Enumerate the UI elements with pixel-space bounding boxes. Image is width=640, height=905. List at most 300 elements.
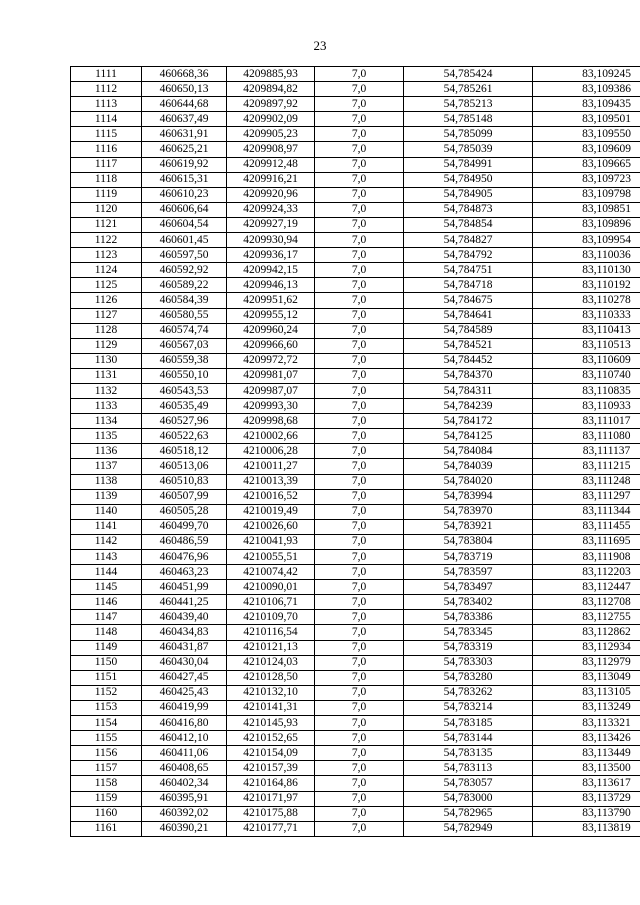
y-coordinate-cell: 4210016,52	[227, 489, 315, 504]
latitude-cell: 54,784827	[404, 233, 533, 248]
longitude-cell: 83,110933	[533, 399, 640, 414]
accuracy-cell: 7,0	[315, 323, 404, 338]
latitude-cell: 54,784239	[404, 399, 533, 414]
point-number-cell: 1124	[71, 263, 142, 278]
table-row	[71, 791, 640, 806]
y-coordinate-cell: 4209936,17	[227, 248, 315, 263]
x-coordinate-cell: 460431,87	[142, 640, 227, 655]
longitude-cell: 83,110740	[533, 368, 640, 383]
latitude-cell: 54,785099	[404, 127, 533, 142]
x-coordinate-cell: 460625,21	[142, 142, 227, 157]
longitude-cell: 83,110130	[533, 263, 640, 278]
longitude-cell: 83,112934	[533, 640, 640, 655]
longitude-cell: 83,109386	[533, 82, 640, 97]
table-row	[71, 716, 640, 731]
table-row	[71, 97, 640, 112]
accuracy-cell: 7,0	[315, 489, 404, 504]
point-number-cell: 1141	[71, 519, 142, 534]
x-coordinate-cell: 460416,80	[142, 716, 227, 731]
x-coordinate-cell: 460411,06	[142, 746, 227, 761]
longitude-cell: 83,112755	[533, 610, 640, 625]
accuracy-cell: 7,0	[315, 595, 404, 610]
point-number-cell: 1154	[71, 716, 142, 731]
x-coordinate-cell: 460592,92	[142, 263, 227, 278]
y-coordinate-cell: 4209993,30	[227, 399, 315, 414]
point-number-cell: 1136	[71, 444, 142, 459]
y-coordinate-cell: 4210164,86	[227, 776, 315, 791]
y-coordinate-cell: 4209894,82	[227, 82, 315, 97]
latitude-cell: 54,784873	[404, 202, 533, 217]
table-row	[71, 685, 640, 700]
x-coordinate-cell: 460644,68	[142, 97, 227, 112]
y-coordinate-cell: 4209924,33	[227, 202, 315, 217]
accuracy-cell: 7,0	[315, 82, 404, 97]
longitude-cell: 83,109435	[533, 97, 640, 112]
table-row	[71, 504, 640, 519]
point-number-cell: 1133	[71, 399, 142, 414]
point-number-cell: 1149	[71, 640, 142, 655]
accuracy-cell: 7,0	[315, 399, 404, 414]
longitude-cell: 83,113500	[533, 761, 640, 776]
y-coordinate-cell: 4209987,07	[227, 383, 315, 398]
table-row	[71, 746, 640, 761]
latitude-cell: 54,784039	[404, 459, 533, 474]
point-number-cell: 1139	[71, 489, 142, 504]
longitude-cell: 83,109896	[533, 217, 640, 232]
latitude-cell: 54,785261	[404, 82, 533, 97]
accuracy-cell: 7,0	[315, 821, 404, 836]
longitude-cell: 83,110333	[533, 308, 640, 323]
latitude-cell: 54,784020	[404, 474, 533, 489]
x-coordinate-cell: 460486,59	[142, 534, 227, 549]
point-number-cell: 1123	[71, 248, 142, 263]
y-coordinate-cell: 4210132,10	[227, 685, 315, 700]
y-coordinate-cell: 4209966,60	[227, 338, 315, 353]
accuracy-cell: 7,0	[315, 67, 404, 82]
y-coordinate-cell: 4210124,03	[227, 655, 315, 670]
accuracy-cell: 7,0	[315, 157, 404, 172]
longitude-cell: 83,111215	[533, 459, 640, 474]
y-coordinate-cell: 4210145,93	[227, 716, 315, 731]
table-row	[71, 806, 640, 821]
y-coordinate-cell: 4210074,42	[227, 565, 315, 580]
table-row	[71, 368, 640, 383]
longitude-cell: 83,113249	[533, 700, 640, 715]
latitude-cell: 54,783144	[404, 731, 533, 746]
table-row	[71, 217, 640, 232]
latitude-cell: 54,783214	[404, 700, 533, 715]
longitude-cell: 83,111455	[533, 519, 640, 534]
point-number-cell: 1118	[71, 172, 142, 187]
y-coordinate-cell: 4210141,31	[227, 700, 315, 715]
latitude-cell: 54,783280	[404, 670, 533, 685]
latitude-cell: 54,783597	[404, 565, 533, 580]
accuracy-cell: 7,0	[315, 217, 404, 232]
x-coordinate-cell: 460606,64	[142, 202, 227, 217]
x-coordinate-cell: 460535,49	[142, 399, 227, 414]
table-row	[71, 67, 640, 82]
longitude-cell: 83,109501	[533, 112, 640, 127]
table-row	[71, 580, 640, 595]
table-row	[71, 414, 640, 429]
table-row	[71, 550, 640, 565]
table-row	[71, 157, 640, 172]
point-number-cell: 1159	[71, 791, 142, 806]
x-coordinate-cell: 460580,55	[142, 308, 227, 323]
longitude-cell: 83,113790	[533, 806, 640, 821]
point-number-cell: 1151	[71, 670, 142, 685]
accuracy-cell: 7,0	[315, 791, 404, 806]
latitude-cell: 54,783402	[404, 595, 533, 610]
latitude-cell: 54,783113	[404, 761, 533, 776]
longitude-cell: 83,110036	[533, 248, 640, 263]
latitude-cell: 54,783345	[404, 625, 533, 640]
latitude-cell: 54,784311	[404, 383, 533, 398]
latitude-cell: 54,784675	[404, 293, 533, 308]
y-coordinate-cell: 4210006,28	[227, 444, 315, 459]
accuracy-cell: 7,0	[315, 368, 404, 383]
table-row	[71, 595, 640, 610]
point-number-cell: 1155	[71, 731, 142, 746]
point-number-cell: 1125	[71, 278, 142, 293]
table-row	[71, 474, 640, 489]
x-coordinate-cell: 460425,43	[142, 685, 227, 700]
longitude-cell: 83,112203	[533, 565, 640, 580]
accuracy-cell: 7,0	[315, 97, 404, 112]
point-number-cell: 1122	[71, 233, 142, 248]
latitude-cell: 54,783000	[404, 791, 533, 806]
point-number-cell: 1127	[71, 308, 142, 323]
x-coordinate-cell: 460543,53	[142, 383, 227, 398]
table-row	[71, 429, 640, 444]
longitude-cell: 83,109723	[533, 172, 640, 187]
latitude-cell: 54,784172	[404, 414, 533, 429]
latitude-cell: 54,784950	[404, 172, 533, 187]
table-row	[71, 640, 640, 655]
latitude-cell: 54,784792	[404, 248, 533, 263]
latitude-cell: 54,783497	[404, 580, 533, 595]
latitude-cell: 54,784370	[404, 368, 533, 383]
longitude-cell: 83,109798	[533, 187, 640, 202]
longitude-cell: 83,109954	[533, 233, 640, 248]
latitude-cell: 54,783303	[404, 655, 533, 670]
accuracy-cell: 7,0	[315, 716, 404, 731]
point-number-cell: 1153	[71, 700, 142, 715]
x-coordinate-cell: 460451,99	[142, 580, 227, 595]
table-row	[71, 293, 640, 308]
y-coordinate-cell: 4209885,93	[227, 67, 315, 82]
longitude-cell: 83,111908	[533, 550, 640, 565]
x-coordinate-cell: 460610,23	[142, 187, 227, 202]
accuracy-cell: 7,0	[315, 293, 404, 308]
latitude-cell: 54,785148	[404, 112, 533, 127]
accuracy-cell: 7,0	[315, 746, 404, 761]
point-number-cell: 1120	[71, 202, 142, 217]
longitude-cell: 83,111297	[533, 489, 640, 504]
longitude-cell: 83,110192	[533, 278, 640, 293]
point-number-cell: 1114	[71, 112, 142, 127]
point-number-cell: 1147	[71, 610, 142, 625]
longitude-cell: 83,111695	[533, 534, 640, 549]
point-number-cell: 1156	[71, 746, 142, 761]
point-number-cell: 1116	[71, 142, 142, 157]
point-number-cell: 1111	[71, 67, 142, 82]
latitude-cell: 54,783719	[404, 550, 533, 565]
table-row	[71, 338, 640, 353]
table-row	[71, 383, 640, 398]
accuracy-cell: 7,0	[315, 459, 404, 474]
table-row	[71, 127, 640, 142]
latitude-cell: 54,782949	[404, 821, 533, 836]
x-coordinate-cell: 460505,28	[142, 504, 227, 519]
longitude-cell: 83,111137	[533, 444, 640, 459]
y-coordinate-cell: 4210055,51	[227, 550, 315, 565]
latitude-cell: 54,783970	[404, 504, 533, 519]
accuracy-cell: 7,0	[315, 625, 404, 640]
table-row	[71, 534, 640, 549]
x-coordinate-cell: 460408,65	[142, 761, 227, 776]
point-number-cell: 1152	[71, 685, 142, 700]
y-coordinate-cell: 4209942,15	[227, 263, 315, 278]
y-coordinate-cell: 4210121,13	[227, 640, 315, 655]
table-row	[71, 670, 640, 685]
x-coordinate-cell: 460668,36	[142, 67, 227, 82]
x-coordinate-cell: 460476,96	[142, 550, 227, 565]
accuracy-cell: 7,0	[315, 172, 404, 187]
point-number-cell: 1157	[71, 761, 142, 776]
table-row	[71, 308, 640, 323]
x-coordinate-cell: 460637,49	[142, 112, 227, 127]
latitude-cell: 54,783804	[404, 534, 533, 549]
point-number-cell: 1138	[71, 474, 142, 489]
latitude-cell: 54,783386	[404, 610, 533, 625]
point-number-cell: 1112	[71, 82, 142, 97]
x-coordinate-cell: 460441,25	[142, 595, 227, 610]
latitude-cell: 54,784084	[404, 444, 533, 459]
table-row	[71, 459, 640, 474]
accuracy-cell: 7,0	[315, 504, 404, 519]
accuracy-cell: 7,0	[315, 127, 404, 142]
longitude-cell: 83,113105	[533, 685, 640, 700]
accuracy-cell: 7,0	[315, 112, 404, 127]
x-coordinate-cell: 460522,63	[142, 429, 227, 444]
accuracy-cell: 7,0	[315, 444, 404, 459]
accuracy-cell: 7,0	[315, 685, 404, 700]
latitude-cell: 54,784125	[404, 429, 533, 444]
accuracy-cell: 7,0	[315, 565, 404, 580]
y-coordinate-cell: 4209902,09	[227, 112, 315, 127]
longitude-cell: 83,111080	[533, 429, 640, 444]
accuracy-cell: 7,0	[315, 640, 404, 655]
accuracy-cell: 7,0	[315, 248, 404, 263]
latitude-cell: 54,783057	[404, 776, 533, 791]
point-number-cell: 1144	[71, 565, 142, 580]
y-coordinate-cell: 4209912,48	[227, 157, 315, 172]
point-number-cell: 1150	[71, 655, 142, 670]
y-coordinate-cell: 4209897,92	[227, 97, 315, 112]
x-coordinate-cell: 460427,45	[142, 670, 227, 685]
table-row	[71, 142, 640, 157]
x-coordinate-cell: 460584,39	[142, 293, 227, 308]
x-coordinate-cell: 460550,10	[142, 368, 227, 383]
y-coordinate-cell: 4210171,97	[227, 791, 315, 806]
accuracy-cell: 7,0	[315, 308, 404, 323]
y-coordinate-cell: 4209981,07	[227, 368, 315, 383]
longitude-cell: 83,109851	[533, 202, 640, 217]
latitude-cell: 54,785039	[404, 142, 533, 157]
x-coordinate-cell: 460559,38	[142, 353, 227, 368]
coordinates-table-body	[71, 67, 640, 837]
point-number-cell: 1131	[71, 368, 142, 383]
y-coordinate-cell: 4210106,71	[227, 595, 315, 610]
latitude-cell: 54,783921	[404, 519, 533, 534]
accuracy-cell: 7,0	[315, 263, 404, 278]
y-coordinate-cell: 4209927,19	[227, 217, 315, 232]
accuracy-cell: 7,0	[315, 806, 404, 821]
x-coordinate-cell: 460527,96	[142, 414, 227, 429]
table-row	[71, 263, 640, 278]
table-row	[71, 112, 640, 127]
table-row	[71, 610, 640, 625]
point-number-cell: 1161	[71, 821, 142, 836]
latitude-cell: 54,783262	[404, 685, 533, 700]
accuracy-cell: 7,0	[315, 202, 404, 217]
point-number-cell: 1119	[71, 187, 142, 202]
table-row	[71, 202, 640, 217]
longitude-cell: 83,110278	[533, 293, 640, 308]
latitude-cell: 54,784452	[404, 353, 533, 368]
accuracy-cell: 7,0	[315, 776, 404, 791]
longitude-cell: 83,113426	[533, 731, 640, 746]
y-coordinate-cell: 4209905,23	[227, 127, 315, 142]
page-number: 23	[313, 38, 327, 53]
accuracy-cell: 7,0	[315, 550, 404, 565]
table-row	[71, 323, 640, 338]
point-number-cell: 1158	[71, 776, 142, 791]
point-number-cell: 1126	[71, 293, 142, 308]
point-number-cell: 1148	[71, 625, 142, 640]
x-coordinate-cell: 460392,02	[142, 806, 227, 821]
x-coordinate-cell: 460510,83	[142, 474, 227, 489]
point-number-cell: 1146	[71, 595, 142, 610]
latitude-cell: 54,783319	[404, 640, 533, 655]
x-coordinate-cell: 460619,92	[142, 157, 227, 172]
table-row	[71, 489, 640, 504]
accuracy-cell: 7,0	[315, 670, 404, 685]
accuracy-cell: 7,0	[315, 474, 404, 489]
accuracy-cell: 7,0	[315, 655, 404, 670]
y-coordinate-cell: 4210041,93	[227, 534, 315, 549]
longitude-cell: 83,111017	[533, 414, 640, 429]
latitude-cell: 54,784991	[404, 157, 533, 172]
x-coordinate-cell: 460419,99	[142, 700, 227, 715]
x-coordinate-cell: 460615,31	[142, 172, 227, 187]
table-row	[71, 776, 640, 791]
longitude-cell: 83,110609	[533, 353, 640, 368]
accuracy-cell: 7,0	[315, 187, 404, 202]
accuracy-cell: 7,0	[315, 700, 404, 715]
accuracy-cell: 7,0	[315, 731, 404, 746]
point-number-cell: 1143	[71, 550, 142, 565]
point-number-cell: 1113	[71, 97, 142, 112]
table-row	[71, 187, 640, 202]
longitude-cell: 83,112862	[533, 625, 640, 640]
y-coordinate-cell: 4209908,97	[227, 142, 315, 157]
table-row	[71, 565, 640, 580]
point-number-cell: 1115	[71, 127, 142, 142]
longitude-cell: 83,113729	[533, 791, 640, 806]
y-coordinate-cell: 4209916,21	[227, 172, 315, 187]
latitude-cell: 54,783135	[404, 746, 533, 761]
point-number-cell: 1140	[71, 504, 142, 519]
accuracy-cell: 7,0	[315, 761, 404, 776]
latitude-cell: 54,784751	[404, 263, 533, 278]
longitude-cell: 83,113321	[533, 716, 640, 731]
longitude-cell: 83,113819	[533, 821, 640, 836]
y-coordinate-cell: 4210177,71	[227, 821, 315, 836]
table-row	[71, 278, 640, 293]
y-coordinate-cell: 4210026,60	[227, 519, 315, 534]
y-coordinate-cell: 4209998,68	[227, 414, 315, 429]
y-coordinate-cell: 4210152,65	[227, 731, 315, 746]
y-coordinate-cell: 4209972,72	[227, 353, 315, 368]
y-coordinate-cell: 4210002,66	[227, 429, 315, 444]
accuracy-cell: 7,0	[315, 519, 404, 534]
x-coordinate-cell: 460574,74	[142, 323, 227, 338]
latitude-cell: 54,783185	[404, 716, 533, 731]
latitude-cell: 54,782965	[404, 806, 533, 821]
y-coordinate-cell: 4210175,88	[227, 806, 315, 821]
table-row	[71, 248, 640, 263]
table-row	[71, 399, 640, 414]
point-number-cell: 1135	[71, 429, 142, 444]
accuracy-cell: 7,0	[315, 383, 404, 398]
accuracy-cell: 7,0	[315, 580, 404, 595]
latitude-cell: 54,784641	[404, 308, 533, 323]
x-coordinate-cell: 460395,91	[142, 791, 227, 806]
point-number-cell: 1137	[71, 459, 142, 474]
longitude-cell: 83,109245	[533, 67, 640, 82]
x-coordinate-cell: 460589,22	[142, 278, 227, 293]
x-coordinate-cell: 460402,34	[142, 776, 227, 791]
y-coordinate-cell: 4210019,49	[227, 504, 315, 519]
longitude-cell: 83,109609	[533, 142, 640, 157]
table-row	[71, 172, 640, 187]
latitude-cell: 54,785424	[404, 67, 533, 82]
accuracy-cell: 7,0	[315, 278, 404, 293]
longitude-cell: 83,110513	[533, 338, 640, 353]
x-coordinate-cell: 460507,99	[142, 489, 227, 504]
y-coordinate-cell: 4210109,70	[227, 610, 315, 625]
accuracy-cell: 7,0	[315, 414, 404, 429]
longitude-cell: 83,112708	[533, 595, 640, 610]
table-row	[71, 731, 640, 746]
x-coordinate-cell: 460499,70	[142, 519, 227, 534]
x-coordinate-cell: 460597,50	[142, 248, 227, 263]
longitude-cell: 83,110835	[533, 383, 640, 398]
accuracy-cell: 7,0	[315, 353, 404, 368]
latitude-cell: 54,784905	[404, 187, 533, 202]
table-row	[71, 655, 640, 670]
accuracy-cell: 7,0	[315, 233, 404, 248]
accuracy-cell: 7,0	[315, 338, 404, 353]
longitude-cell: 83,109665	[533, 157, 640, 172]
y-coordinate-cell: 4210090,01	[227, 580, 315, 595]
longitude-cell: 83,111248	[533, 474, 640, 489]
latitude-cell: 54,784589	[404, 323, 533, 338]
latitude-cell: 54,783994	[404, 489, 533, 504]
y-coordinate-cell: 4210157,39	[227, 761, 315, 776]
